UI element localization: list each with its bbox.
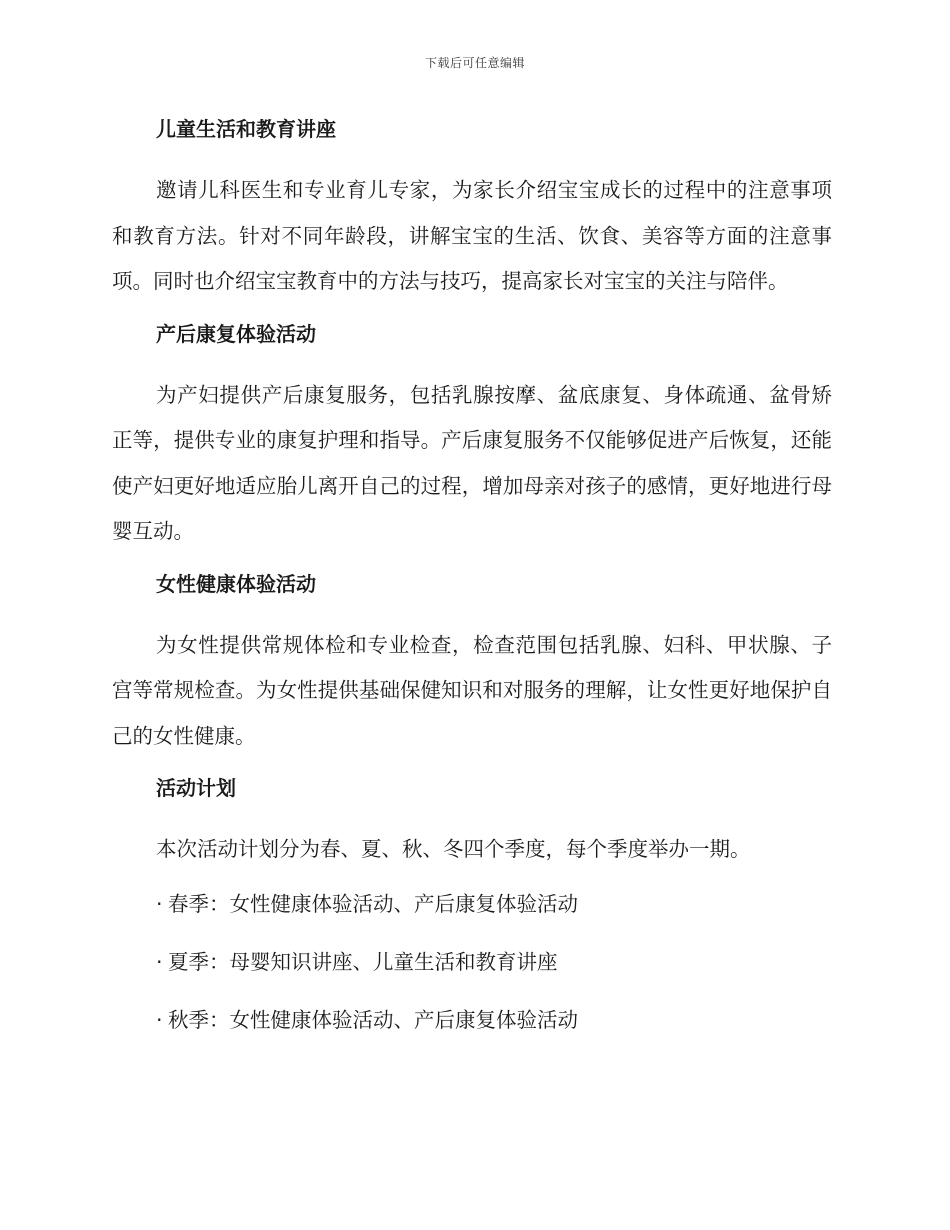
bullet-dot-icon: · [156,949,163,974]
section-heading: 女性健康体验活动 [156,571,316,596]
section-women-health [112,567,832,760]
plan-item-spring [112,887,832,921]
plan-item-summer [112,945,832,979]
document-body [112,112,832,1061]
bullet-dot-icon: · [156,891,163,916]
section-activity-plan [112,771,832,1037]
section-heading: 活动计划 [156,776,236,800]
section-heading: 产后康复体验活动 [156,321,316,346]
page-header: 下载后可任意编辑 [424,56,525,70]
section-paragraph: 邀请儿科医生和专业育儿专家，为家长介绍宝宝成长的过程中的注意事项和教育方法。针对不同年龄段，讲解宝宝的生活、饮食、美容等方面的注意事项。同时也介绍宝宝教育中的方法与技巧，提高家长对宝宝的关注与陪伴。 [112,178,832,293]
section-paragraph: 本次活动计划分为春、夏、秋、冬四个季度，每个季度举办一期。 [156,837,751,861]
plan-item-autumn [112,1003,832,1037]
section-paragraph: 为女性提供常规体检和专业检查，检查范围包括乳腺、妇科、甲状腺、子宫等常规检查。为女性提供基础保健知识和对服务的理解，让女性更好地保护自己的女性健康。 [112,632,832,748]
plan-item-text: 秋季：女性健康体验活动、产后康复体验活动 [168,1007,578,1032]
plan-item-text: 夏季：母婴知识讲座、儿童生活和教育讲座 [168,949,558,974]
bullet-dot-icon: · [156,1007,163,1032]
section-postpartum-recovery [112,317,832,555]
section-heading: 儿童生活和教育讲座 [156,117,336,141]
section-children-lecture [112,112,832,305]
plan-item-text: 春季：女性健康体验活动、产后康复体验活动 [168,891,578,916]
section-paragraph: 为产妇提供产后康复服务，包括乳腺按摩、盆底康复、身体疏通、盆骨矫正等，提供专业的康复护理和指导。产后康复服务不仅能够促进产后恢复，还能使产妇更好地适应胎儿离开自己的过程，增加母亲对孩子的感情，更好地进行母婴互动。 [112,382,832,543]
